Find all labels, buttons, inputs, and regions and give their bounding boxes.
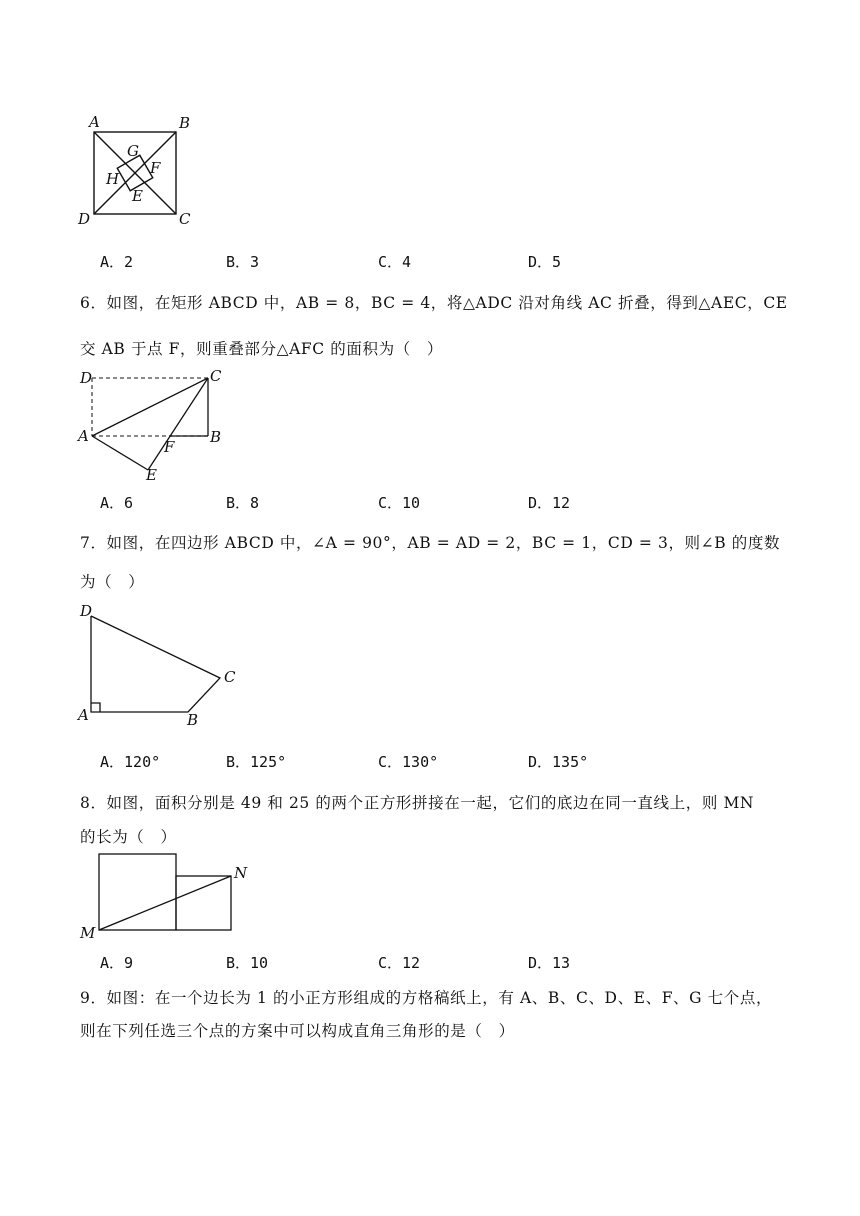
q8-label-M: M	[80, 924, 96, 942]
q6-label-B: B	[210, 428, 222, 446]
q5-label-A: A	[89, 113, 100, 131]
q8-stem-line1: 8．如图，面积分别是 49 和 25 的两个正方形拼接在一起，它们的底边在同一直线上，则 MN	[80, 794, 755, 812]
q6-option-a[interactable]: A．6	[100, 494, 134, 512]
q5-label-C: C	[179, 210, 191, 228]
q9-stem-line1: 9．如图：在一个边长为 1 的小正方形组成的方格稿纸上，有 A、B、C、D、E、F、G 七个点，	[80, 989, 773, 1007]
q5-label-E: E	[132, 187, 143, 205]
q7-option-b[interactable]: B．125°	[226, 753, 287, 771]
q8-label-N: N	[234, 864, 248, 882]
q7-label-A: A	[78, 706, 89, 724]
q8-option-d[interactable]: D．13	[528, 954, 571, 972]
q6-stem-line2: 交 AB 于点 F，则重叠部分△AFC 的面积为（ ）	[80, 340, 443, 358]
q6-stem-line1: 6．如图，在矩形 ABCD 中，AB = 8，BC = 4，将△ADC 沿对角线 AC 折叠，得到△AEC，CE	[80, 294, 788, 312]
large-square	[99, 854, 176, 930]
q7-label-C: C	[224, 668, 236, 686]
q6-option-d[interactable]: D．12	[528, 494, 571, 512]
q9-stem-line2: 则在下列任选三个点的方案中可以构成直角三角形的是（ ）	[80, 1022, 515, 1040]
q7-stem-line2: 为（ ）	[80, 573, 145, 591]
small-square	[176, 876, 231, 930]
q7-option-c[interactable]: C．130°	[378, 753, 439, 771]
q6-label-E: E	[146, 466, 157, 484]
q7-option-a[interactable]: A．120°	[100, 753, 161, 771]
q7-label-B: B	[187, 711, 199, 729]
q5-option-c[interactable]: C．4	[378, 253, 412, 271]
q5-label-B: B	[179, 114, 191, 132]
q6-label-A: A	[78, 427, 89, 445]
q6-option-c[interactable]: C．10	[378, 494, 421, 512]
q6-label-D: D	[80, 369, 93, 387]
q5-label-F: F	[150, 159, 161, 177]
q6-label-C: C	[210, 367, 222, 385]
q8-figure	[76, 848, 256, 944]
q5-option-d[interactable]: D．5	[528, 253, 562, 271]
q8-option-b[interactable]: B．10	[226, 954, 269, 972]
q5-figure	[76, 110, 206, 230]
q8-option-a[interactable]: A．9	[100, 954, 134, 972]
q7-label-D: D	[80, 602, 93, 620]
q5-label-D: D	[78, 210, 91, 228]
q5-label-G: G	[127, 142, 139, 160]
q7-option-d[interactable]: D．135°	[528, 753, 589, 771]
q7-figure	[76, 600, 246, 730]
q5-option-b[interactable]: B．3	[226, 253, 260, 271]
q5-label-H: H	[106, 170, 120, 188]
q8-stem-line2: 的长为（ ）	[80, 828, 177, 846]
q7-stem-line1: 7．如图，在四边形 ABCD 中，∠A = 90°，AB = AD = 2，BC = 1，CD = 3，则∠B 的度数	[80, 534, 781, 552]
q8-option-c[interactable]: C．12	[378, 954, 421, 972]
q5-option-a[interactable]: A．2	[100, 253, 134, 271]
q6-option-b[interactable]: B．8	[226, 494, 260, 512]
q6-label-F: F	[164, 438, 175, 456]
q6-figure	[76, 366, 236, 482]
